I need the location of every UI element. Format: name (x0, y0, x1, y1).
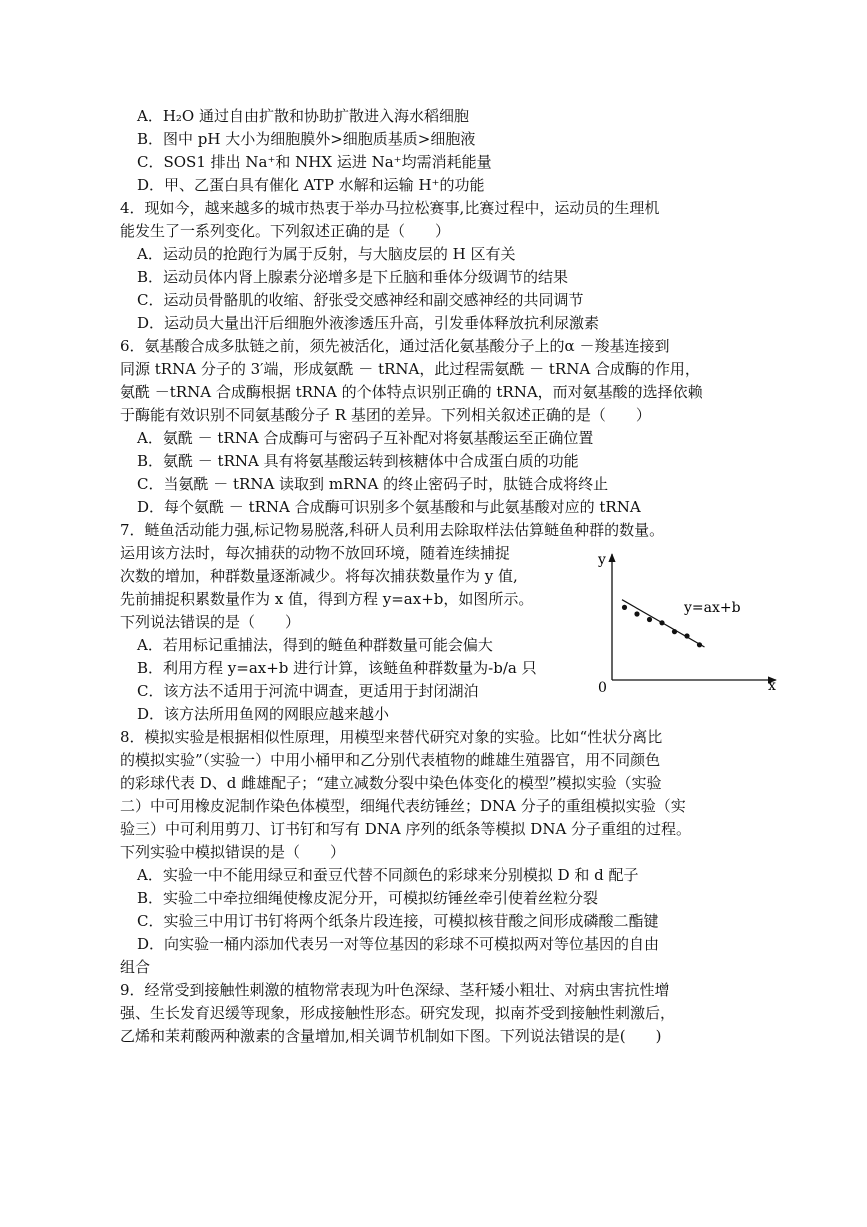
q8-stem-line-2: 的模拟实验”（实验一）中用小桶甲和乙分别代表植物的雌雄生殖器官，用不同颜色 (120, 751, 661, 769)
data-point (672, 629, 677, 634)
q7-stem-line-2: 运用该方法时，每次捕获的动物不放回环境，随着连续捕捉 (120, 544, 511, 562)
q4-option-c: C．运动员骨骼肌的收缩、舒张受交感神经和副交感神经的共同调节 (137, 291, 584, 309)
q4-option-a: A．运动员的抢跑行为属于反射，与大脑皮层的 H 区有关 (137, 245, 516, 263)
q3-option-b: B．图中 pH 大小为细胞膜外>细胞质基质>细胞液 (137, 130, 476, 148)
q4-stem-line-1: 4．现如今，越来越多的城市热衷于举办马拉松赛事,比赛过程中，运动员的生理机 (120, 199, 660, 217)
q9-stem-line-2: 强、生长发育迟缓等现象，形成接触性形态。研究发现，拟南芥受到接触性刺激后， (120, 1004, 676, 1022)
data-point (659, 620, 664, 625)
q8-option-a: A．实验一中不能用绿豆和蚕豆代替不同颜色的彩球来分别模拟 D 和 d 配子 (137, 866, 639, 884)
q7-stem-line-3: 次数的增加，种群数量逐渐减少。将每次捕获数量作为 y 值, (120, 567, 518, 585)
q6-option-b: B．氨酰 － tRNA 具有将氨基酸运转到核糖体中合成蛋白质的功能 (137, 452, 579, 470)
q3-option-d: D．甲、乙蛋白具有催化 ATP 水解和运输 H⁺的功能 (137, 176, 485, 194)
x-axis-label: x (768, 678, 776, 694)
q6-option-c: C．当氨酰 － tRNA 读取到 mRNA 的终止密码子时，肽链合成将终止 (137, 475, 609, 493)
data-point (684, 633, 689, 638)
data-point (634, 611, 639, 616)
q8-stem-line-4: 二）中可用橡皮泥制作染色体模型，细绳代表纺锤丝；DNA 分子的重组模拟实验（实 (120, 797, 686, 815)
q8-stem-line-6: 下列实验中模拟错误的是（ ） (120, 843, 346, 861)
y-axis-label: y (598, 552, 606, 568)
equation-label: y=ax+b (684, 600, 741, 616)
q8-option-d: D．向实验一桶内添加代表另一对等位基因的彩球不可模拟两对等位基因的自由 (137, 935, 660, 953)
q7-option-d: D．该方法所用鱼网的网眼应越来越小 (137, 705, 390, 723)
data-point (622, 605, 627, 610)
q3-option-a: A．H₂O 通过自由扩散和协助扩散进入海水稻细胞 (137, 107, 469, 125)
q8-option-d-continuation: 组合 (120, 958, 151, 976)
q7-stem-line-5: 下列说法错误的是（ ） (120, 613, 301, 631)
q7-option-c: C．该方法不适用于河流中调查，更适用于封闭湖泊 (137, 682, 479, 700)
q9-stem-line-3: 乙烯和茉莉酸两种激素的含量增加,相关调节机制如下图。下列说法错误的是( ) (120, 1027, 662, 1045)
q6-option-a: A．氨酰 － tRNA 合成酶可与密码子互补配对将氨基酸运至正确位置 (137, 429, 594, 447)
origin-label: 0 (598, 680, 607, 696)
q8-stem-line-5: 验三）中可利用剪刀、订书钉和写有 DNA 序列的纸条等模拟 DNA 分子重组的过程。 (120, 820, 692, 838)
q8-stem-line-3: 的彩球代表 D、d 雌雄配子；“建立减数分裂中染色体变化的模型”模拟实验（实验 (120, 774, 662, 792)
q3-option-c: C．SOS1 排出 Na⁺和 NHX 运进 Na⁺均需消耗能量 (137, 153, 492, 171)
q6-stem-line-1: 6．氨基酸合成多肽链之前，须先被活化，通过活化氨基酸分子上的α －羧基连接到 (120, 337, 670, 355)
q6-stem-line-4: 于酶能有效识别不同氨基酸分子 R 基团的差异。下列相关叙述正确的是（ ） (120, 406, 651, 424)
q4-option-b: B．运动员体内肾上腺素分泌增多是下丘脑和垂体分级调节的结果 (137, 268, 569, 286)
q7-stem-line-4: 先前捕捉积累数量作为 x 值，得到方程 y=ax+b，如图所示。 (120, 590, 534, 608)
q8-stem-line-1: 8．模拟实验是根据相似性原理，用模型来替代研究对象的实验。比如“性状分离比 (120, 728, 663, 746)
q6-stem-line-2: 同源 tRNA 分子的 3′端，形成氨酰 － tRNA，此过程需氨酰 － tRNA 合成酶的作用， (120, 360, 700, 378)
q8-option-c: C．实验三中用订书钉将两个纸条片段连接，可模拟核苷酸之间形成磷酸二酯键 (137, 912, 659, 930)
q6-stem-line-3: 氨酰 －tRNA 合成酶根据 tRNA 的个体特点识别正确的 tRNA，而对氨基酸的选择依赖 (120, 383, 703, 401)
q4-stem-line-2: 能发生了一系列变化。下列叙述正确的是（ ） (120, 222, 451, 240)
q6-option-d: D．每个氨酰 － tRNA 合成酶可识别多个氨基酸和与此氨基酸对应的 tRNA (137, 498, 641, 516)
q4-option-d: D．运动员大量出汗后细胞外液渗透压升高，引发垂体释放抗利尿激素 (137, 314, 600, 332)
data-point (697, 642, 702, 647)
q9-stem-line-1: 9．经常受到接触性刺激的植物常表现为叶色深绿、茎秆矮小粗壮、对病虫害抗性增 (120, 981, 670, 999)
q7-stem-line-1: 7．鲢鱼活动能力强,标记物易脱落,科研人员利用去除取样法估算鲢鱼种群的数量。 (120, 521, 665, 539)
q7-option-b: B．利用方程 y=ax+b 进行计算，该鲢鱼种群数量为-b/a 只 (137, 659, 537, 677)
data-point (647, 617, 652, 622)
q8-option-b: B．实验二中牵拉细绳使橡皮泥分开，可模拟纺锤丝牵引使着丝粒分裂 (137, 889, 599, 907)
q7-option-a: A．若用标记重捕法，得到的鲢鱼种群数量可能会偏大 (137, 636, 493, 654)
q7-regression-figure (596, 550, 782, 698)
